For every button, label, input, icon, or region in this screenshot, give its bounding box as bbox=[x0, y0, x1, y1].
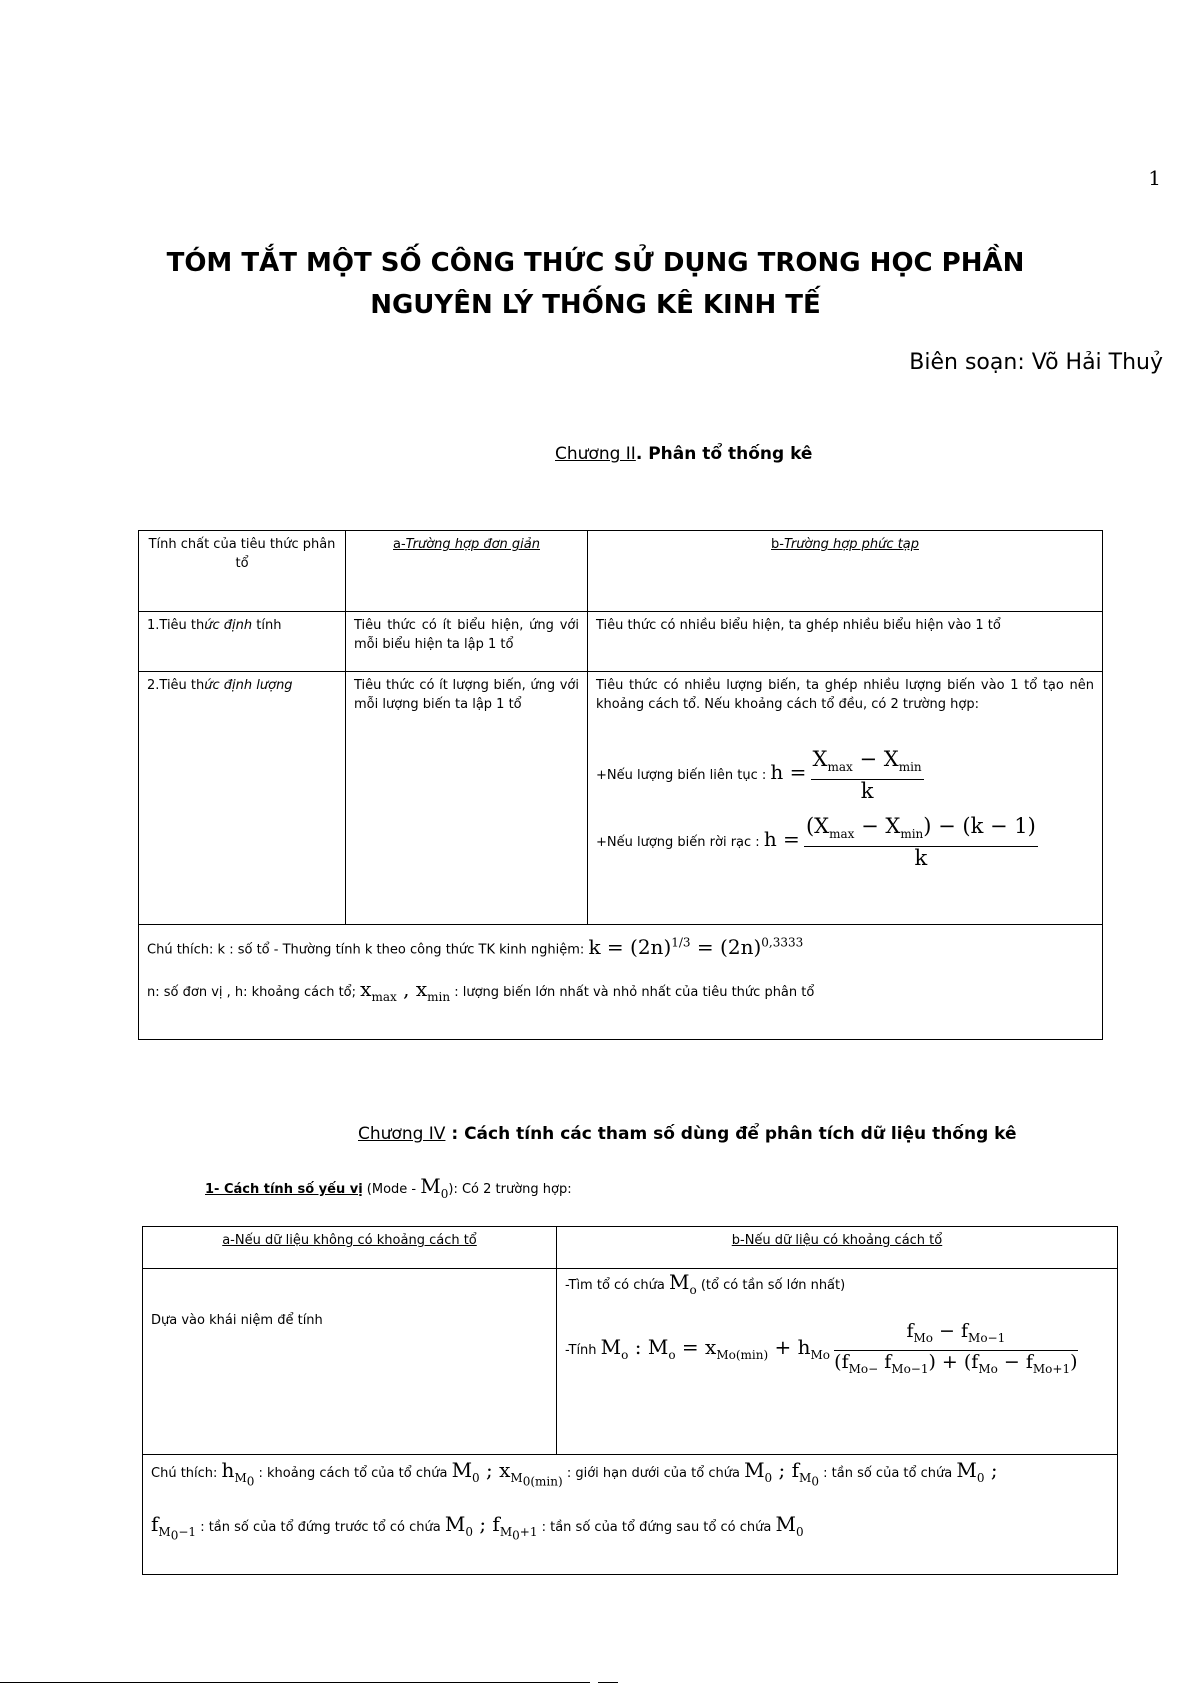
note-line-1: Chú thích: $h_{M_0}$ : khoảng cách tổ của tổ chứa $M_0$ ; $x_{M_{0(min)}}$ : giới hạn dưới của tổ chứa $M_0$ ; $f_{M_0}$ : tần số của tổ chứa $M_0$ ; bbox=[151, 1458, 998, 1489]
author: Biên soạn: Võ Hải Thuỷ bbox=[909, 350, 1163, 375]
chapter4-label: Chương IV bbox=[358, 1124, 446, 1144]
no-interval-text: Dựa vào khái niệm để tính bbox=[151, 1313, 323, 1328]
row2-complex bbox=[588, 672, 1103, 925]
header-no-interval: a-Nếu dữ liệu không có khoảng cách tổ bbox=[143, 1227, 557, 1269]
chapter2-table bbox=[138, 530, 1103, 1040]
chapter2-heading bbox=[555, 444, 812, 464]
header-with-interval: b-Nếu dữ liệu có khoảng cách tổ bbox=[557, 1227, 1118, 1269]
row2-simple: Tiêu thức có ít lượng biến, ứng với mỗi lượng biến ta lập 1 tổ bbox=[346, 672, 588, 925]
chapter4-title: : Cách tính các tham số dùng để phân tích dữ liệu thống kê bbox=[445, 1124, 1017, 1144]
formula-continuous: +Nếu lượng biến liên tục : h = $\frac{X_{max} - X_{min}}{k}$ bbox=[596, 747, 922, 804]
mode-formula: -Tính $M_o$ : $M_o = x_{Mo(min)} + h_{Mo}$ $\frac{f_{Mo} - f_{Mo-1}}{(f_{Mo-} f_{Mo-1}) + (f_{Mo} - f_{Mo+1})}$ bbox=[565, 1320, 1078, 1376]
document-title-line-2: NGUYÊN LÝ THỐNG KÊ KINH TẾ bbox=[370, 290, 821, 320]
chapter2-title: . Phân tổ thống kê bbox=[635, 444, 813, 464]
page-number: 1 bbox=[1148, 166, 1161, 190]
footer-rule-short bbox=[598, 1682, 618, 1683]
note-line-2: $f_{M_0-1}$ : tần số của tổ đứng trước tổ có chứa $M_0$ ; $f_{M_0+1}$ : tần số của tổ đứng sau tổ có chứa $M_0$ bbox=[151, 1512, 804, 1543]
section1-heading: 1- Cách tính số yếu vị (Mode - $M_0$): Có 2 trường hợp: bbox=[205, 1174, 572, 1201]
with-interval-body bbox=[557, 1269, 1118, 1455]
find-group: -Tìm tổ có chứa $M_o$ (tổ có tần số lớn nhất) bbox=[565, 1270, 846, 1297]
no-interval-body bbox=[143, 1269, 557, 1455]
formula-discrete: +Nếu lượng biến rời rạc : h = $\frac{(X_{max} - X_{min}) - (k - 1)}{k}$ bbox=[596, 814, 1036, 871]
row2-complex-text: Tiêu thức có nhiều lượng biến, ta ghép nhiều lượng biến vào 1 tổ tạo nên khoảng cách tổ. Nếu khoảng cách tổ đều, có 2 trường hợp: bbox=[596, 678, 1094, 712]
row1-label: 1.Tiêu thức định tính bbox=[139, 612, 346, 672]
header-simple: a-Trường hợp đơn giản bbox=[346, 531, 588, 612]
note-line-1: Chú thích: k : số tổ - Thường tính k theo công thức TK kinh nghiệm: $k = (2n)^{1/3} = (2n)^{0,3333}$ bbox=[147, 934, 804, 959]
chapter2-note bbox=[139, 925, 1103, 1040]
header-criteria: Tính chất của tiêu thức phân tổ bbox=[139, 531, 346, 612]
footer-rule bbox=[0, 1682, 590, 1683]
chapter4-heading bbox=[358, 1124, 1017, 1144]
header-complex: b-Trường hợp phức tạp bbox=[588, 531, 1103, 612]
chapter4-note bbox=[143, 1455, 1118, 1575]
chapter2-label: Chương II bbox=[555, 444, 636, 464]
row1-complex: Tiêu thức có nhiều biểu hiện, ta ghép nhiều biểu hiện vào 1 tổ bbox=[588, 612, 1103, 672]
note-line-2: n: số đơn vị , h: khoảng cách tổ; $x_{max}$ , $x_{min}$ : lượng biến lớn nhất và nhỏ nhất của tiêu thức phân tổ bbox=[147, 976, 815, 1004]
document-title-line-1: TÓM TẮT MỘT SỐ CÔNG THỨC SỬ DỤNG TRONG HỌC PHẦN bbox=[166, 248, 1025, 278]
row2-label: 2.Tiêu thức định lượng bbox=[139, 672, 346, 925]
chapter4-table bbox=[142, 1226, 1118, 1575]
row1-simple: Tiêu thức có ít biểu hiện, ứng với mỗi biểu hiện ta lập 1 tổ bbox=[346, 612, 588, 672]
